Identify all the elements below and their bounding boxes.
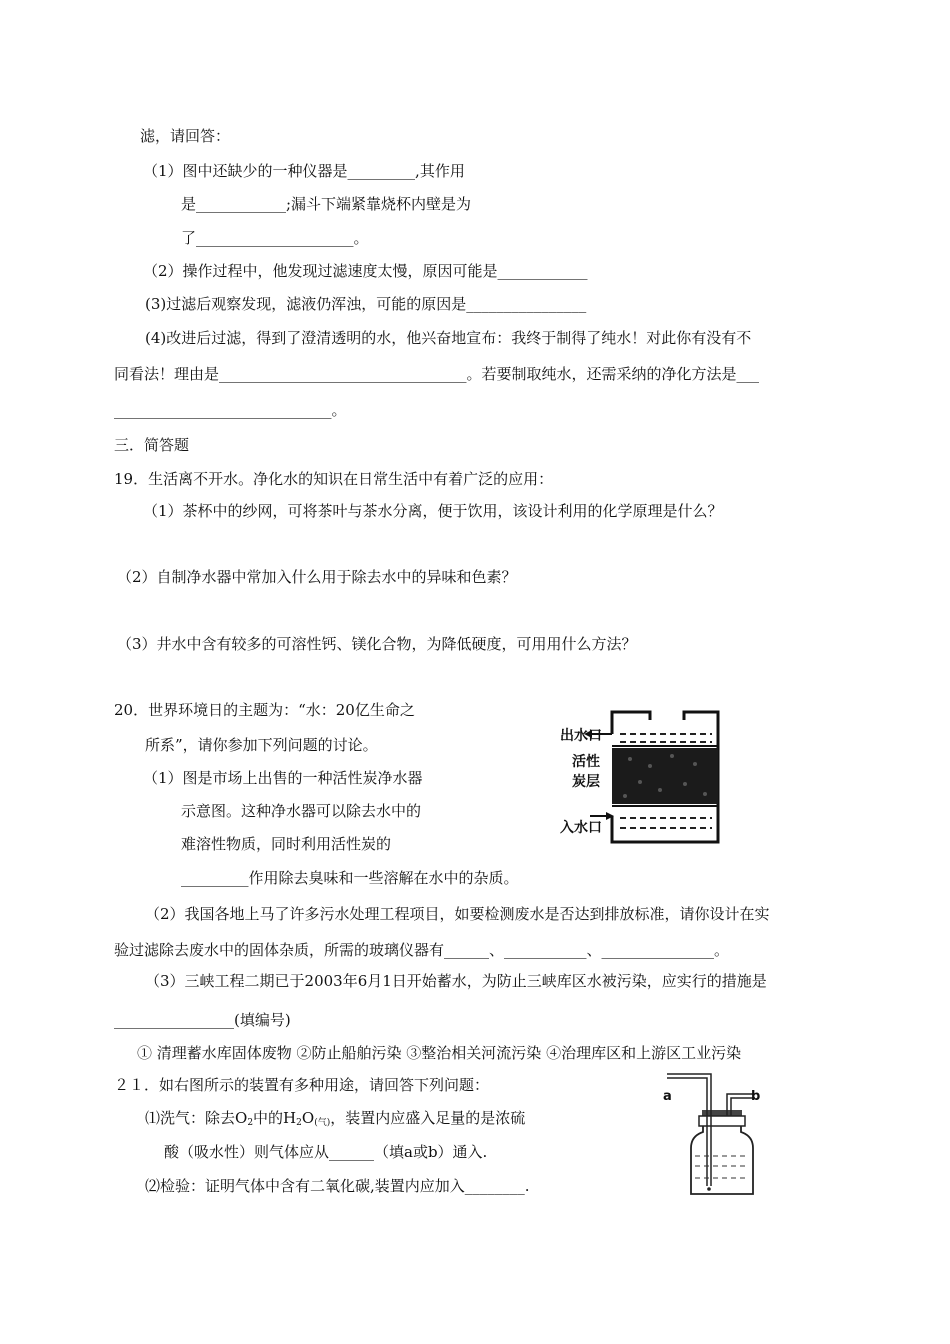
q18-part4-line1: (4)改进后过滤，得到了澄清透明的水，他兴奋地宣布：我终于制得了纯水！对此你有没有不 xyxy=(145,329,752,347)
inlet-label: 入水口 xyxy=(560,820,602,836)
q20-part1-line3: 难溶性物质，同时利用活性炭的 xyxy=(181,835,392,853)
q21-p1-sub3: (气) xyxy=(314,1118,331,1128)
q20-line2: 所系”，请你参加下列问题的讨论。 xyxy=(145,736,378,754)
q21-p1-text-c: O xyxy=(301,1109,315,1127)
section-heading: 三．简答题 xyxy=(114,436,190,454)
carbon-label-1: 活性 xyxy=(572,754,600,770)
q21-p1-sub2: 2 xyxy=(296,1118,302,1128)
q19-part1: （1）茶杯中的纱网，可将茶叶与茶水分离，便于饮用，该设计利用的化学原理是什么？ xyxy=(143,502,723,520)
q21-part2: ⑵检验：证明气体中含有二氧化碳,装置内应加入________. xyxy=(145,1177,530,1195)
q19-part3: （3）井水中含有较多的可溶性钙、镁化合物，为降低硬度，可用用什么方法？ xyxy=(117,635,637,653)
q21-part1-line2: 酸（吸水性）则气体应从______（填a或b）通入. xyxy=(164,1143,488,1161)
q20-part3-line1: （3）三峡工程二期已于2003年6月1日开始蓄水，为防止三峡库区水被污染，应实行的措施是 xyxy=(145,972,767,990)
q18-part1-line2: 是____________;漏斗下端紧靠烧杯内壁是为 xyxy=(181,195,472,213)
q18-part4-line2: 同看法！理由是_________________________________。若要制取纯水，还需采纳的净化方法是___ xyxy=(114,365,760,383)
q20-options: ① 清理蓄水库固体废物 ②防止船舶污染 ③整治相关河流污染 ④治理库区和上游区工业污染 xyxy=(137,1044,742,1062)
q20-part1-line2: 示意图。这种净水器可以除去水中的 xyxy=(181,802,422,820)
tube-a-label: a xyxy=(663,1089,672,1104)
q18-part1-line1: （1）图中还缺少的一种仪器是_________,其作用 xyxy=(143,162,465,180)
q21-p1-text-d: ，装置内应盛入足量的是浓硫 xyxy=(330,1109,526,1127)
q21-part1-line1 xyxy=(145,1108,525,1133)
q18-part1-line3: 了_____________________。 xyxy=(181,229,369,247)
q20-line1: 20．世界环境日的主题为：“水：20亿生命之 xyxy=(114,701,415,719)
q21-p1-text-b: 中的H xyxy=(253,1109,297,1127)
carbon-filter-diagram xyxy=(560,704,730,846)
q18-intro: 滤，请回答： xyxy=(140,127,231,145)
gas-washing-bottle-diagram xyxy=(655,1066,775,1201)
q21-line1: ２１．如右图所示的装置有多种用途，请回答下列问题： xyxy=(114,1076,490,1094)
q18-part4-line3: _____________________________。 xyxy=(114,401,347,419)
carbon-label-2: 炭层 xyxy=(572,774,600,790)
q19-stem: 19．生活离不开水。净化水的知识在日常生活中有着广泛的应用： xyxy=(114,470,554,488)
q21-p1-sub1: 2 xyxy=(247,1118,254,1128)
tube-b-label: b xyxy=(751,1089,761,1104)
q18-part2: （2）操作过程中，他发现过滤速度太慢，原因可能是____________ xyxy=(143,262,588,280)
q18-part3: (3)过滤后观察发现，滤液仍浑浊，可能的原因是________________ xyxy=(145,295,587,313)
q20-part2-line2: 验过滤除去废水中的固体杂质，所需的玻璃仪器有______、___________、_______________。 xyxy=(114,941,730,959)
q21-p1-text-a: ⑴洗气：除去O xyxy=(145,1109,248,1127)
q20-part1-line4: _________作用除去臭味和一些溶解在水中的杂质。 xyxy=(181,869,519,887)
q20-part3-line2: ________________(填编号) xyxy=(114,1011,291,1029)
outlet-label: 出水口 xyxy=(560,728,602,744)
q20-part2-line1: （2）我国各地上马了许多污水处理工程项目，如要检测废水是否达到排放标准，请你设计在实 xyxy=(145,905,770,923)
q19-part2: （2）自制净水器中常加入什么用于除去水中的异味和色素？ xyxy=(117,568,517,586)
q20-part1-line1: （1）图是市场上出售的一种活性炭净水器 xyxy=(143,769,423,787)
